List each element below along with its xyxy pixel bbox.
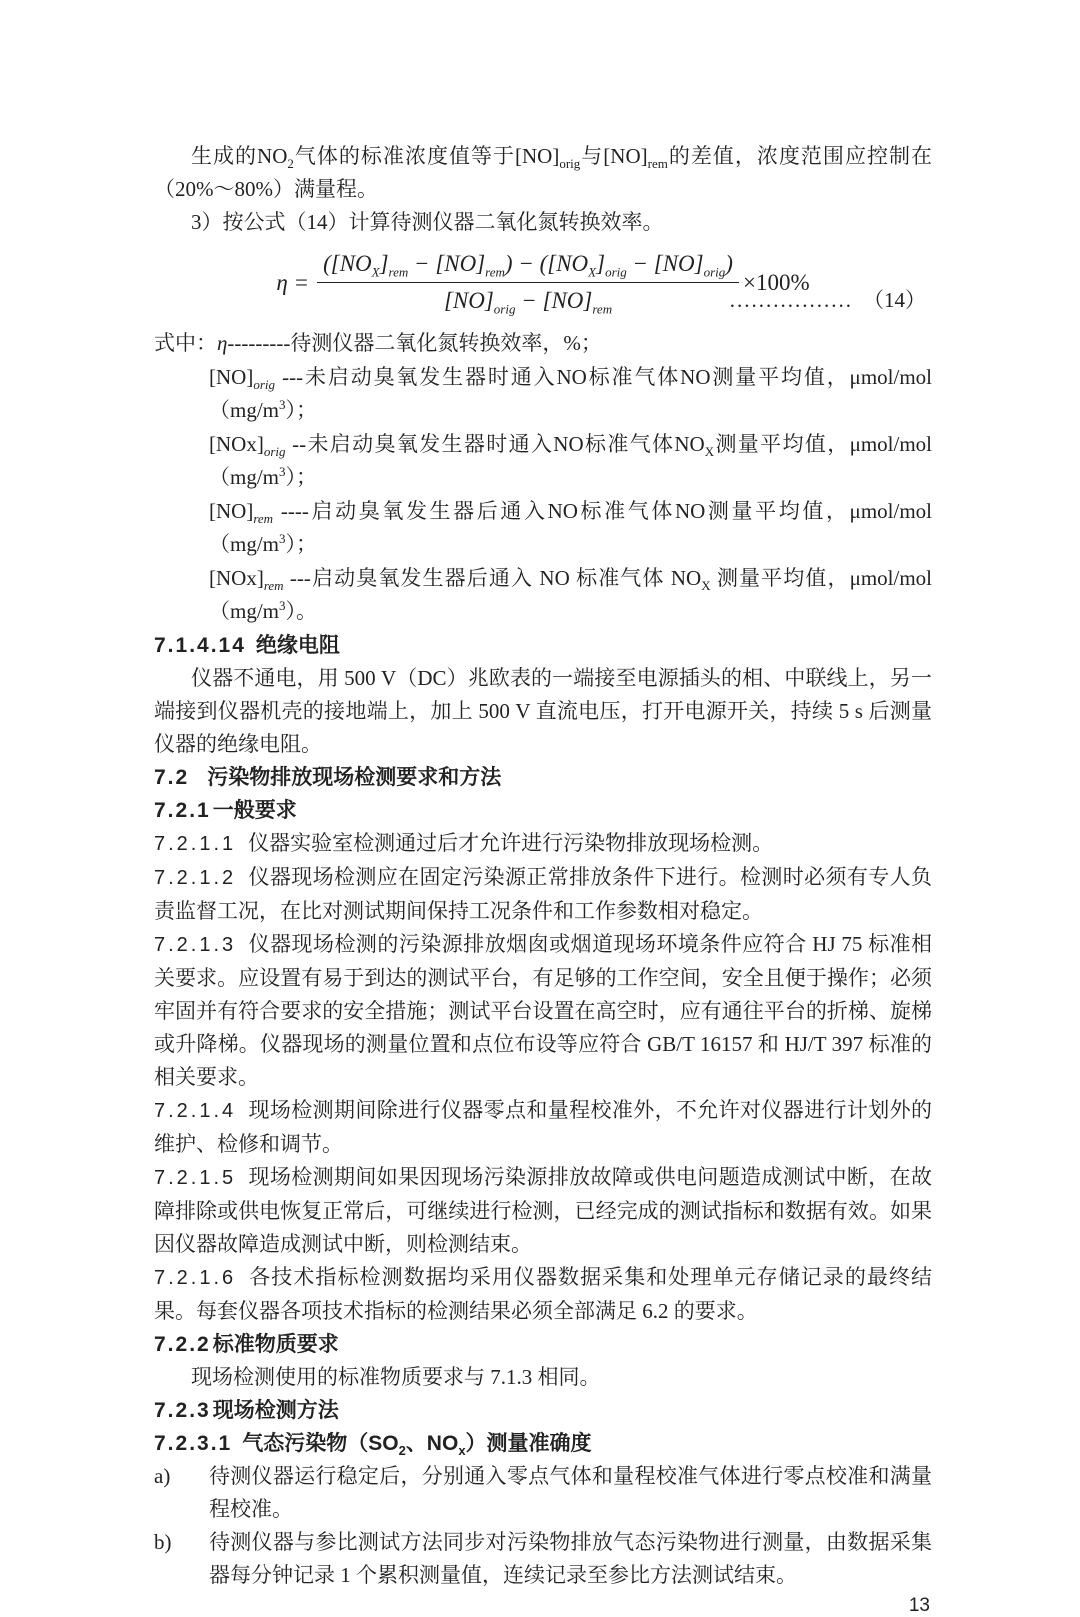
heading-number: 7.1.4.14 [154, 633, 246, 657]
list-marker: a) [154, 1463, 171, 1488]
clause-7-2-1-1 [154, 827, 932, 861]
clause-number: 7.2.1.6 [154, 1266, 237, 1289]
list-text: 待测仪器与参比测试方法同步对污染物排放气态污染物进行测量，由数据采集器每分钟记录 1 个累积测量值，连续记录至参比方法测试结束。 [209, 1529, 932, 1587]
intro-paragraph-1: 生成的$NO_2$气体的标准浓度值等于$[NO]_{orig}$与$[NO]_{rem}$的差值，浓度范围应控制在（20%～80%）满量程。 [154, 144, 932, 201]
clause-text: 各技术指标检测数据均采用仪器数据采集和处理单元存储记录的最终结果。每套仪器各项技术指标的检测结果必须全部满足 6.2 的要求。 [154, 1264, 932, 1323]
formula-label: （14） [863, 288, 926, 312]
where-desc: ----启动臭氧发生器后通入NO标准气体NO测量平均值，μmol/$mol(mg/m^3)$； [209, 498, 932, 556]
where-line [154, 428, 932, 495]
clause-7-2-1-4 [154, 1094, 932, 1161]
clause-number: 7.2.1.3 [154, 933, 237, 956]
formula-numerator: $([NO_X]_{rem} - [NO]_{rem}) - ([NO_X]_{orig} - [NO]_{orig})$ [317, 251, 739, 283]
formula-lhs: η = [276, 269, 310, 295]
heading-number: 7.2.3 [154, 1398, 211, 1422]
clause-number: 7.2.1.2 [154, 866, 237, 889]
formula-multiplier: ×100% [742, 269, 810, 295]
formula-denominator: $[NO]_{orig} - [NO]_{rem}$ [443, 288, 613, 317]
heading-7-2-3-1 [154, 1427, 932, 1460]
clause-7-2-1-6 [154, 1261, 932, 1328]
clause-text: 现场检测期间除进行仪器零点和量程校准外，不允许对仪器进行计划外的维护、检修和调节。 [154, 1097, 932, 1156]
heading-7-2-1 [154, 794, 932, 827]
where-term: $[NOx]_{rem}$ [209, 565, 284, 593]
paragraph-7-2-2: 现场检测使用的标准物质要求与 7.1.3 相同。 [191, 1364, 601, 1389]
clause-text: 现场检测期间如果因现场污染源排放故障或供电问题造成测试中断，在故障排除或供电恢复正常后，可继续进行检测，已经完成的测试指标和数据有效。如果因仪器故障造成测试中断，则检测结束。 [154, 1164, 932, 1256]
clause-text: 仪器实验室检测通过后才允许进行污染物排放现场检测。 [248, 830, 774, 855]
where-line [154, 562, 932, 629]
clause-number: 7.2.1.1 [154, 832, 237, 855]
list-item-b [154, 1526, 932, 1592]
clause-7-2-1-3 [154, 928, 932, 1094]
formula-fraction [317, 251, 739, 317]
heading-number: 7.2.1 [154, 798, 211, 822]
heading-7-2-2 [154, 1328, 932, 1361]
clause-text: 仪器现场检测应在固定污染源正常排放条件下进行。检测时必须有专人负责监督工况，在比对测试期间保持工况条件和工作参数相对稳定。 [154, 864, 932, 923]
heading-title: 一般要求 [212, 798, 297, 822]
where-term: $[NO]_{orig}$ [209, 364, 275, 392]
heading-title: 污染物排放现场检测要求和方法 [207, 765, 502, 789]
heading-title: 标准物质要求 [212, 1332, 339, 1356]
where-desc: --未启动臭氧发生器时通入NO标准气体$NO_X$测量平均值，μmol/$mol(mg/m^3)$； [209, 431, 932, 489]
heading-7-2 [154, 761, 932, 794]
where-line [154, 327, 932, 361]
where-term: $[NO]_{rem}$ [209, 498, 274, 526]
where-definitions [154, 327, 932, 629]
where-line [154, 361, 932, 428]
list-text: 待测仪器运行稳定后，分别通入零点气体和量程校准气体进行零点校准和满量程校准。 [209, 1463, 932, 1521]
intro-paragraph-2: 3）按公式（14）计算待测仪器二氧化氮转换效率。 [191, 210, 664, 234]
heading-number: 7.2.3.1 [154, 1431, 233, 1455]
where-desc: ---启动臭氧发生器后通入 NO 标准气体 $NO_X$ 测量平均值，μmol/$mol(mg/m^3)$。 [209, 565, 933, 623]
clause-7-2-1-5 [154, 1161, 932, 1261]
where-desc: ---未启动臭氧发生器时通入NO标准气体NO测量平均值，μmol/$mol(mg/m^3)$； [209, 364, 932, 422]
heading-number: 7.2.2 [154, 1332, 211, 1356]
where-line [154, 495, 932, 562]
page-number: 13 [908, 1594, 930, 1616]
paragraph-insulation: 仪器不通电，用 500 V（DC）兆欧表的一端接至电源插头的相、中联线上，另一端接到仪器机壳的接地端上，加上 500 V 直流电压，打开电源开关，持续 5 s 后测量仪器的绝缘电阻。 [154, 665, 932, 756]
heading-title: 绝缘电阻 [255, 633, 340, 657]
formula-dots: ................. [729, 288, 853, 312]
heading-7-1-4-14 [154, 629, 932, 662]
clause-7-2-1-2 [154, 861, 932, 928]
clause-text: 仪器现场检测的污染源排放烟囱或烟道现场环境条件应符合 HJ 75 标准相关要求。应设置有易于到达的测试平台，有足够的工作空间，安全且便于操作；必须牢固并有符合要求的安全措施；测试平台设置在高空时，应有通往平台的折梯、旋梯或升降梯。仪器现场的测量位置和点位布设等应符合 GB/T 16157 和 HJ/T 397 标准的相关要求。 [154, 931, 932, 1089]
heading-title: 气态污染物（$SO_2$、$NO_x$）测量准确度 [242, 1431, 592, 1458]
where-term: $[NOx]_{orig}$ [209, 431, 286, 459]
where-prefix: 式中： [154, 331, 217, 355]
clause-number: 7.2.1.4 [154, 1099, 237, 1122]
list-marker: b) [154, 1529, 172, 1554]
heading-title: 现场检测方法 [212, 1398, 339, 1422]
heading-7-2-3 [154, 1394, 932, 1427]
where-desc: ---------待测仪器二氧化氮转换效率，%； [227, 331, 602, 355]
where-term: η [217, 331, 228, 355]
clause-number: 7.2.1.5 [154, 1166, 237, 1189]
heading-number: 7.2 [154, 765, 190, 789]
list-item-a [154, 1460, 932, 1526]
